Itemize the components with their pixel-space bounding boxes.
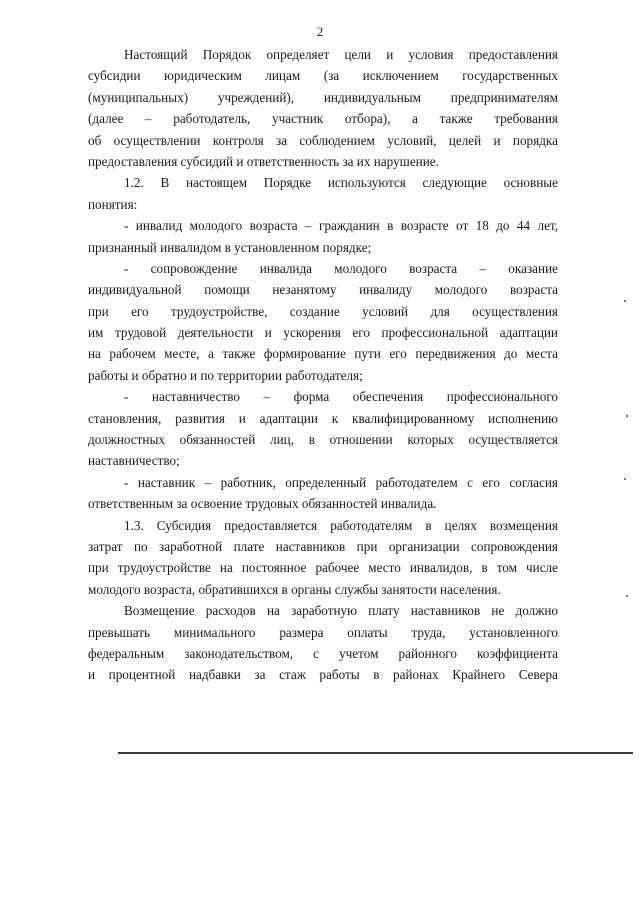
scan-speck (624, 300, 626, 302)
text-line: при его трудоустройстве, создание условий для осуществления (88, 303, 558, 319)
text-line: субсидии юридическим лицам (за исключением государственных (88, 68, 558, 84)
text-line: превышать минимального размера оплаты труда, установленного (88, 624, 558, 640)
text-line: работы и обратно и по территории работодателя; (88, 367, 363, 383)
text-line: - инвалид молодого возраста – гражданин в возрасте от 18 до 44 лет, (124, 218, 558, 234)
text-line: - сопровождение инвалида молодого возраста – оказание (124, 260, 558, 276)
text-line: становления, развития и адаптации к квалифицированному исполнению (88, 410, 558, 426)
text-line: молодого возраста, обратившихся в органы службы занятости населения. (88, 581, 501, 597)
scan-speck (626, 595, 628, 597)
text-line: - наставник – работник, определенный работодателем с его согласия (124, 474, 558, 490)
text-line: понятия: (88, 196, 138, 212)
text-line: федеральным законодательством, с учетом районного коэффициента (88, 645, 558, 661)
text-line: наставничество; (88, 453, 180, 469)
scan-speck (626, 415, 628, 417)
text-line: затрат по заработной плате наставников при организации сопровождения (88, 538, 558, 554)
text-line: предоставления субсидий и ответственность за их нарушение. (88, 153, 439, 169)
text-line: при трудоустройстве на постоянное рабочее место инвалидов, в том числе (88, 560, 558, 576)
page-number: 2 (316, 24, 324, 39)
footer-rule (118, 752, 633, 754)
text-line: - наставничество – форма обеспечения профессионального (124, 389, 558, 405)
text-line: 1.2. В настоящем Порядке используются следующие основные (124, 175, 558, 191)
text-line: 1.3. Субсидия предоставляется работодателям в целях возмещения (124, 517, 558, 533)
text-line: признанный инвалидом в установленном порядке; (88, 239, 372, 255)
text-line: на рабочем месте, а также формирование пути его передвижения до места (88, 346, 558, 362)
document-body (88, 44, 558, 686)
text-line: (муниципальных) учреждений), индивидуальным предпринимателям (88, 89, 558, 105)
text-line: им трудовой деятельности и ускорения его профессиональной адаптации (88, 325, 558, 341)
text-line: и процентной надбавки за стаж работы в районах Крайнего Севера (88, 667, 558, 683)
text-line: индивидуальной помощи незанятому инвалиду молодого возраста (88, 282, 558, 298)
scan-speck (624, 478, 626, 480)
text-line: (далее – работодатель, участник отбора), а также требования (88, 111, 558, 127)
text-line: должностных обязанностей лиц, в отношении которых осуществляется (88, 432, 558, 448)
text-line: Возмещение расходов на заработную плату наставников не должно (124, 603, 558, 619)
text-line: ответственным за освоение трудовых обязанностей инвалида. (88, 496, 437, 512)
text-line: об осуществлении контроля за соблюдением условий, целей и порядка (88, 132, 558, 148)
text-line: Настоящий Порядок определяет цели и условия предоставления (124, 47, 558, 62)
